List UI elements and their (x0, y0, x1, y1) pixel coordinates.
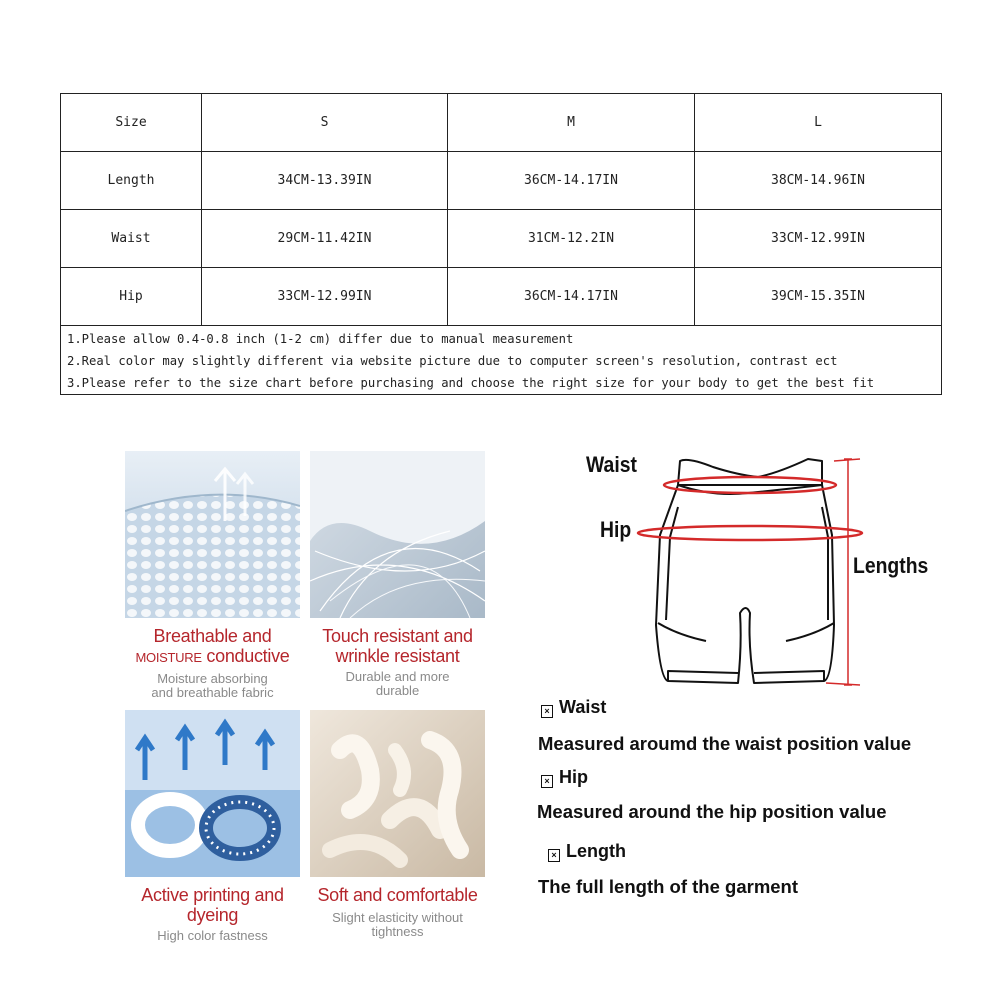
table-header-cell: M (448, 94, 695, 152)
table-cell: 31CM-12.2IN (448, 210, 695, 268)
feature-title-line: Soft and comfortable (317, 885, 478, 905)
feature-printing-dyeing (125, 710, 300, 943)
note-line: 1.Please allow 0.4-0.8 inch (1-2 cm) differ due to manual measurement (67, 332, 574, 346)
table-row (61, 210, 942, 268)
feature-title-line: Breathable and (153, 626, 272, 646)
table-header-cell: Size (61, 94, 202, 152)
feature-title-line: Active printing and (141, 885, 284, 905)
checkbox-icon: × (541, 775, 553, 788)
table-row (61, 152, 942, 210)
feature-subtitle: Moisture absorbing and breathable fabric (151, 671, 274, 700)
table-cell: 36CM-14.17IN (448, 268, 695, 326)
table-cell: 36CM-14.17IN (448, 152, 695, 210)
soft-fiber-image (310, 710, 485, 877)
notes-cell (61, 326, 942, 395)
waist-label: Waist (586, 452, 637, 477)
feature-subtitle: High color fastness (157, 928, 268, 943)
mesh-fabric-image (125, 451, 300, 618)
table-row (61, 268, 942, 326)
table-header-cell: S (202, 94, 448, 152)
feature-title-small: MOISTURE (135, 650, 202, 665)
checkbox-icon: × (548, 849, 560, 862)
note-line: 2.Real color may slightly different via website picture due to computer screen's resolution, contrast ect (67, 354, 838, 368)
checkbox-icon: × (541, 705, 553, 718)
feature-title (125, 885, 300, 925)
table-cell: 38CM-14.96IN (695, 152, 942, 210)
heading-text: Waist (559, 697, 607, 717)
table-cell: Hip (61, 268, 202, 326)
fabric-stretch-image (310, 451, 485, 618)
size-chart-table (60, 93, 942, 395)
length-description: The full length of the garment (538, 876, 799, 897)
table-cell: 34CM-13.39IN (202, 152, 448, 210)
table-cell: 33CM-12.99IN (202, 268, 448, 326)
table-cell: Waist (61, 210, 202, 268)
length-heading (548, 841, 626, 862)
table-cell: 33CM-12.99IN (695, 210, 942, 268)
feature-title-line: dyeing (186, 905, 239, 925)
table-header-row (61, 94, 942, 152)
table-header-cell: L (695, 94, 942, 152)
hip-description: Measured around the hip position value (537, 801, 887, 822)
table-cell: Length (61, 152, 202, 210)
heading-text: Length (566, 841, 626, 861)
shorts-measurement-diagram (578, 445, 958, 695)
hip-label: Hip (600, 517, 632, 542)
feature-title (310, 885, 485, 905)
waist-heading (541, 697, 606, 718)
feature-subtitle: Durable and more durable (345, 669, 450, 698)
feature-title-line: conductive (201, 646, 290, 666)
table-cell: 29CM-11.42IN (202, 210, 448, 268)
feature-title (310, 626, 485, 666)
feature-title-line: wrinkle resistant (335, 646, 460, 666)
note-line: 3.Please refer to the size chart before purchasing and choose the right size for your body to get the best fit (67, 376, 875, 390)
feature-soft-comfortable (310, 710, 485, 939)
notes-row (61, 326, 942, 395)
hip-heading (541, 767, 588, 788)
heading-text: Hip (559, 767, 588, 787)
feature-wrinkle-resistant (310, 451, 485, 698)
table-cell: 39CM-15.35IN (695, 268, 942, 326)
feature-breathable (125, 451, 300, 700)
lengths-label: Lengths (853, 553, 929, 578)
feature-subtitle: Slight elasticity without tightness (332, 910, 463, 939)
feature-title (125, 626, 300, 668)
waist-description: Measured aroumd the waist position value (538, 733, 912, 754)
fiber-loops-image (125, 710, 300, 877)
feature-title-line: Touch resistant and (322, 626, 473, 646)
